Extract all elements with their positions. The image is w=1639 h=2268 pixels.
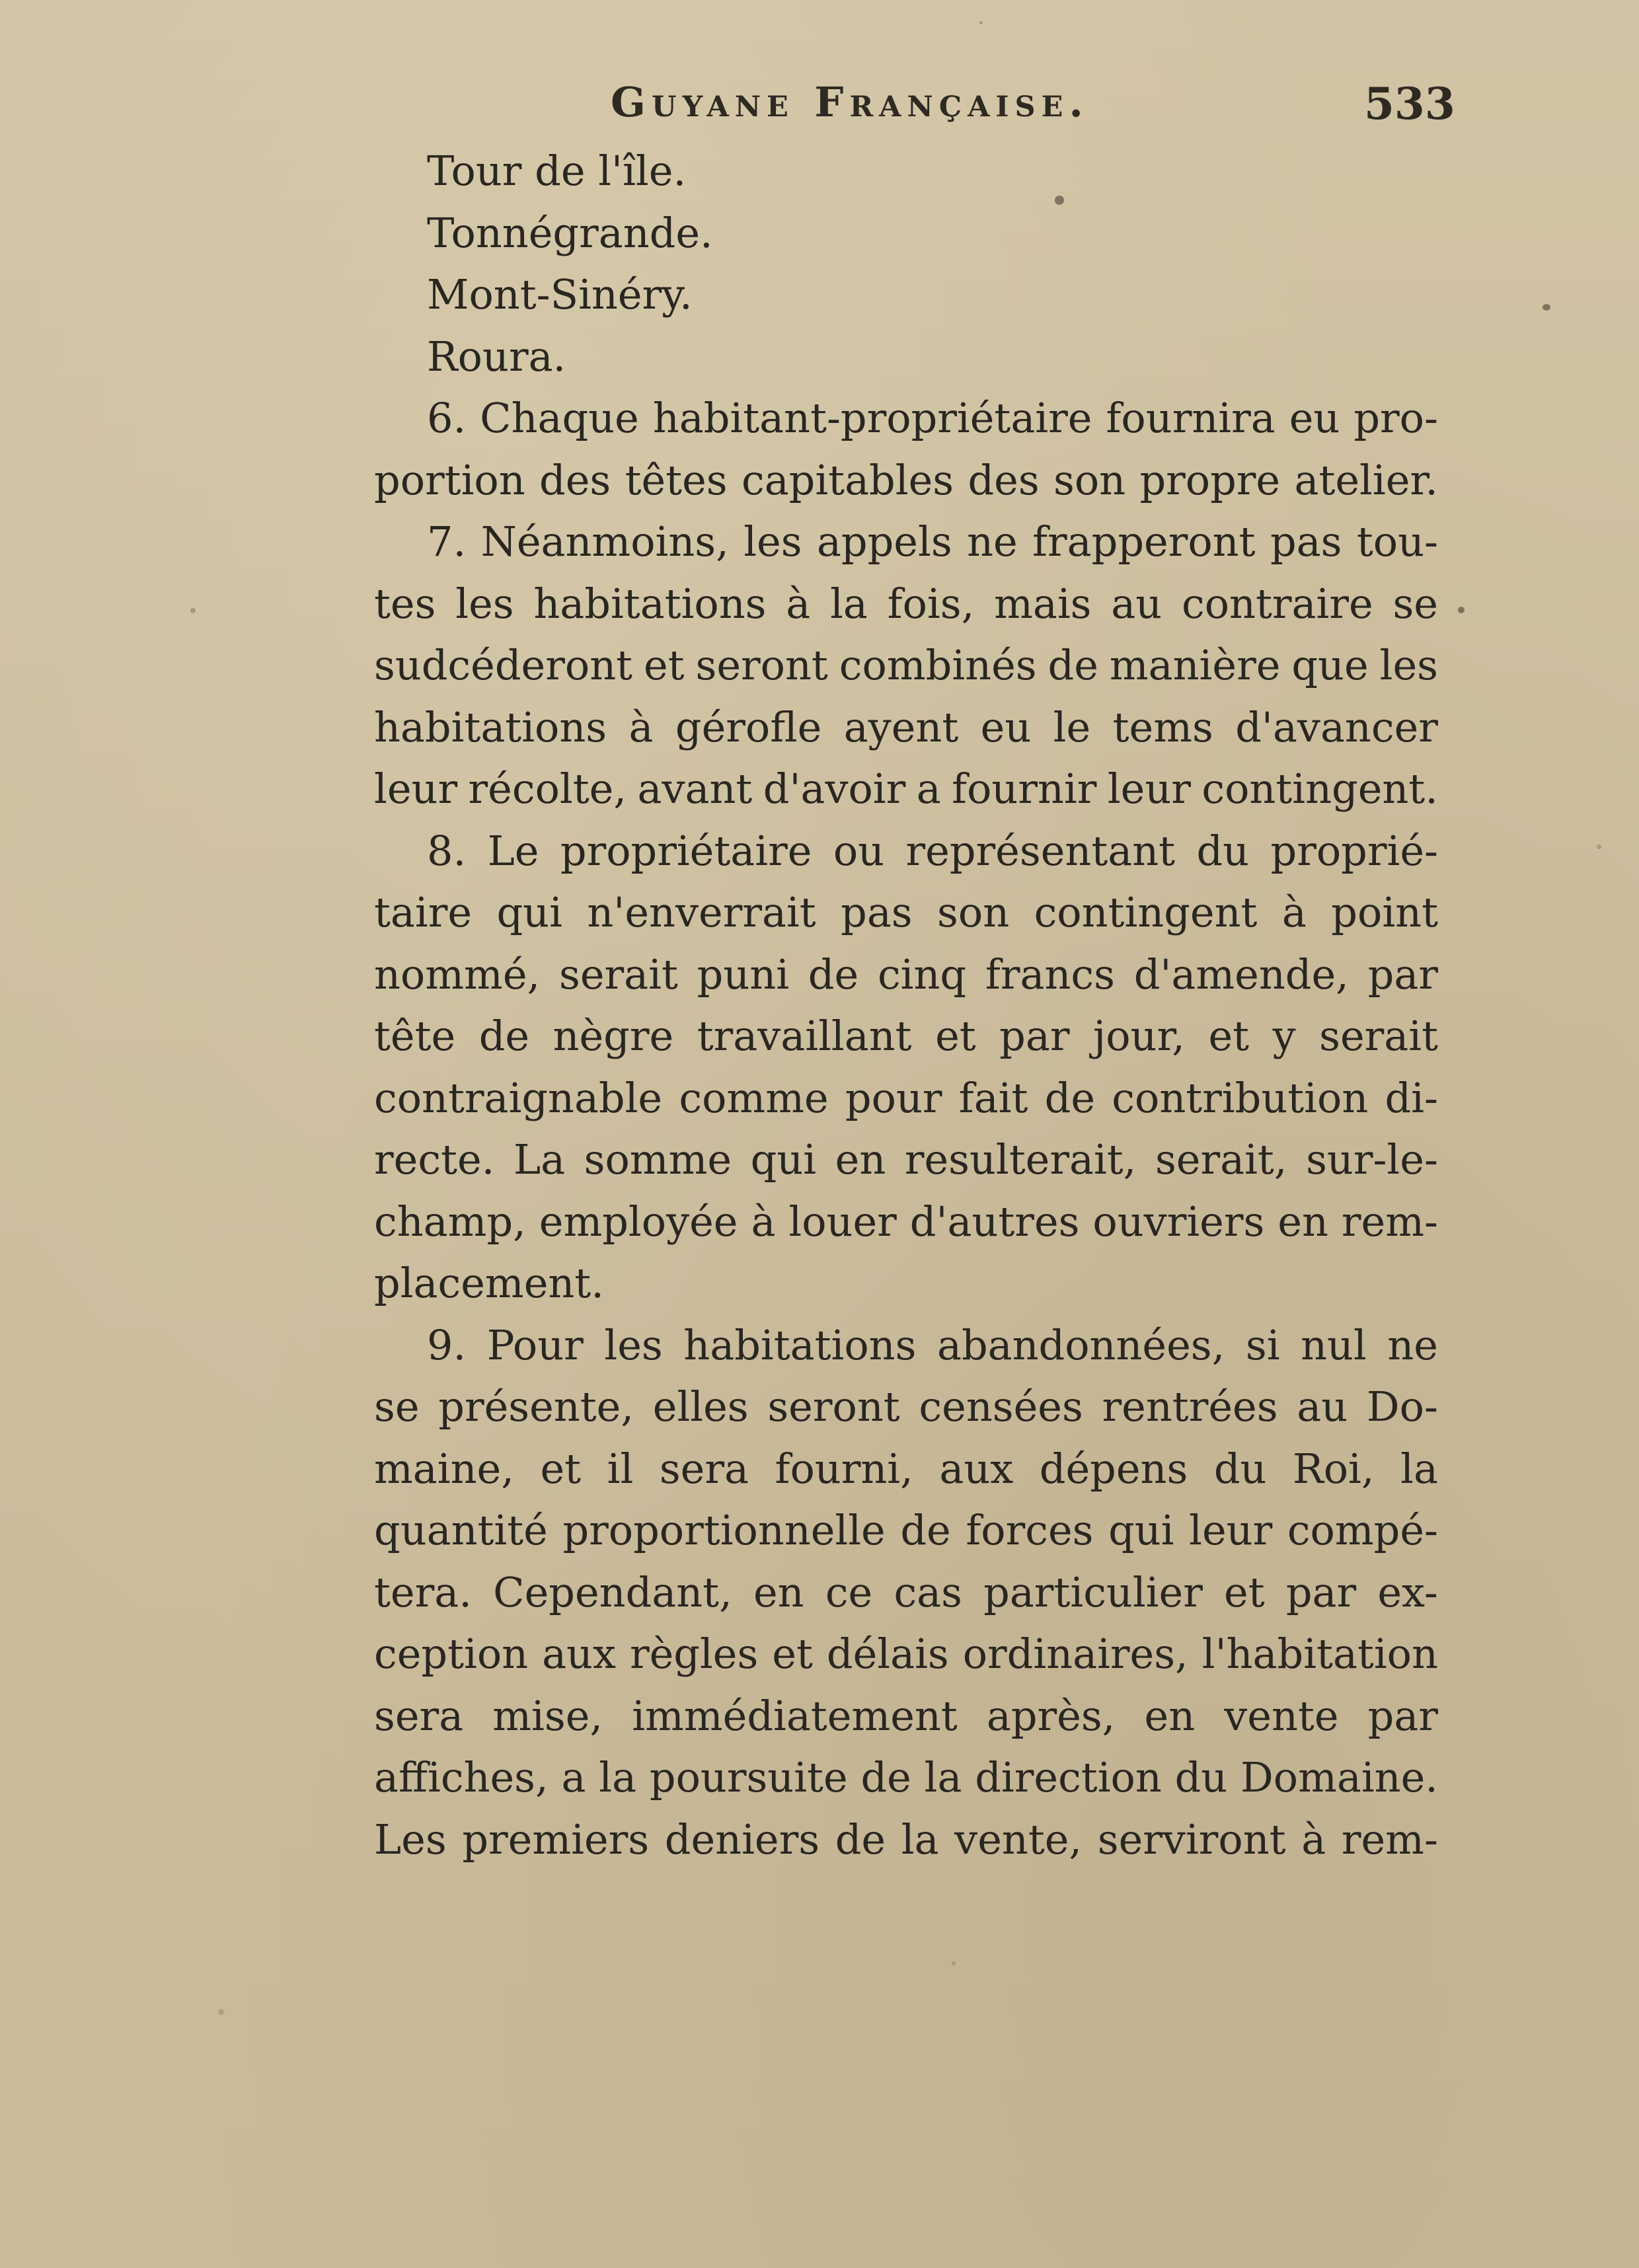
paper-speck [979, 21, 983, 24]
running-head-title: Guyane Française. [611, 78, 1089, 126]
text-line: taire qui n'enverrait pas son contingent à point [374, 888, 1438, 936]
text-line: se présente, elles seront censées rentrées au Do- [374, 1382, 1438, 1431]
text-line: maine, et il sera fourni, aux dépens du Roi, la [374, 1444, 1438, 1493]
text-line: contraignable comme pour fait de contribution di- [374, 1073, 1438, 1122]
paper-speck [952, 1961, 956, 1965]
running-head [0, 78, 1639, 137]
paper-speck [1543, 304, 1550, 311]
text-line: habitations à gérofle ayent eu le tems d'avancer [374, 702, 1438, 751]
text-line: sudcéderont et seront combinés de manière que les [374, 641, 1438, 689]
text-line: 8. Le propriétaire ou représentant du proprié- [427, 826, 1438, 875]
text-line: placement. [374, 1259, 604, 1307]
paper-speck [1458, 607, 1465, 613]
paper-speck [190, 608, 196, 613]
body-text [374, 140, 1438, 1870]
paper-speck [218, 2009, 224, 2015]
text-line: recte. La somme qui en resulterait, serait, sur-le- [374, 1135, 1438, 1184]
page-number: 533 [1364, 78, 1455, 130]
text-line: ception aux règles et délais ordinaires, l'habitation [374, 1630, 1438, 1678]
text-line: leur récolte, avant d'avoir a fournir leur contingent. [374, 765, 1438, 813]
text-line: sera mise, immédiatement après, en vente par [374, 1691, 1438, 1740]
text-line: 6. Chaque habitant-propriétaire fournira eu pro- [427, 394, 1438, 442]
text-line: nommé, serait puni de cinq francs d'amende, par [374, 950, 1438, 999]
text-line: Tonnégrande. [427, 208, 713, 257]
text-line: Mont-Sinéry. [427, 270, 693, 319]
text-line: affiches, a la poursuite de la direction du Domaine. [374, 1753, 1438, 1801]
text-line: tes les habitations à la fois, mais au contraire se [374, 579, 1438, 628]
paper-speck [1055, 196, 1064, 205]
paper-speck [1597, 845, 1601, 849]
text-line: tête de nègre travaillant et par jour, et y serait [374, 1012, 1438, 1060]
text-line: champ, employée à louer d'autres ouvriers en rem- [374, 1197, 1438, 1246]
text-line: 9. Pour les habitations abandonnées, si nul ne [427, 1320, 1438, 1369]
text-line: Roura. [427, 332, 566, 381]
text-line: portion des têtes capitables des son propre atelier. [374, 455, 1438, 504]
text-line: Les premiers deniers de la vente, serviront à rem- [374, 1815, 1438, 1864]
text-line: Tour de l'île. [427, 147, 687, 195]
text-line: quantité proportionnelle de forces qui leur compé- [374, 1506, 1438, 1554]
text-line: tera. Cependant, en ce cas particulier et par ex- [374, 1568, 1438, 1616]
text-line: 7. Néanmoins, les appels ne frapperont pas tou- [427, 517, 1438, 566]
